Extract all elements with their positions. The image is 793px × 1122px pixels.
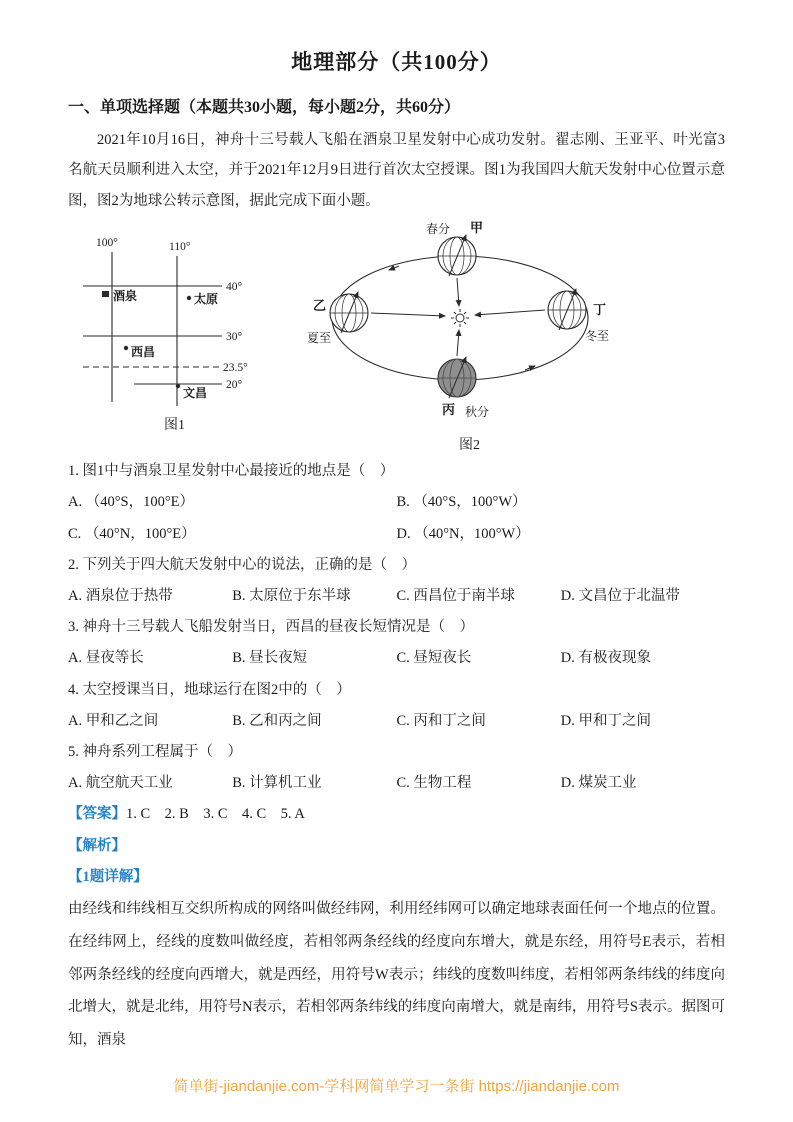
question-4-stem: 4. 太空授课当日，地球运行在图2中的（ ） bbox=[68, 681, 351, 698]
question-3-options bbox=[68, 643, 725, 674]
question-3-option-b: B. 昼长夜短 bbox=[232, 650, 308, 667]
intro-paragraph: 2021年10月16日，神舟十三号载人飞船在酒泉卫星发射中心成功发射。翟志刚、王亚平、叶光富3名航天员顺利进入太空，并于2021年12月9日进行首次太空授课。图1为我国四大航天发射中心位置示意图，图2为地球公转示意图，据此完成下面小题。 bbox=[68, 132, 725, 209]
figure1-map-svg bbox=[82, 234, 267, 412]
question-1-option-a: A. （40°S，100°E） bbox=[68, 494, 194, 511]
label-autumn-equinox: 秋分 bbox=[465, 405, 490, 420]
sun-icon bbox=[451, 309, 469, 327]
label-winter-solstice: 冬至 bbox=[585, 329, 610, 344]
question-1-option-c: C. （40°N，100°E） bbox=[68, 525, 196, 542]
city-label-jiuquan: 酒泉 bbox=[113, 289, 138, 304]
question-1-option-d: D. （40°N，100°W） bbox=[396, 525, 530, 542]
question-5 bbox=[68, 737, 725, 799]
city-dot-taiyuan bbox=[187, 296, 191, 300]
figures-row bbox=[68, 220, 725, 454]
label-point-ding: 丁 bbox=[593, 302, 607, 318]
city-label-taiyuan: 太原 bbox=[194, 292, 219, 307]
earth-globe-summer bbox=[330, 292, 368, 333]
question-2-stem: 2. 下列关于四大航天发射中心的说法，正确的是（ ） bbox=[68, 556, 416, 573]
figure1-caption: 图1 bbox=[164, 418, 185, 434]
question-4 bbox=[68, 675, 725, 737]
question-2-option-d: D. 文昌位于北温带 bbox=[560, 588, 680, 604]
figure-2-revolution bbox=[297, 220, 642, 454]
analysis-paragraph: 由经线和纬线相互交织所构成的网络叫做经纬网，利用经纬网可以确定地球表面任何一个地点的位置。在经纬网上，经线的度数叫做经度，若相邻两条经线的经度向东增大，就是东经，用符号E表示，若相邻两条经线的经度向西增大，就是西经，用符号W表示；纬线的度数叫纬度，若相邻两条纬线的纬度向北增大，就是北纬，用符号N表示，若相邻两条纬线的纬度向南增大，就是南纬，用符号S表示。据图可知，酒泉 bbox=[68, 901, 725, 1048]
city-marker-jiuquan bbox=[102, 291, 109, 297]
earth-globe-autumn bbox=[438, 357, 476, 398]
earth-globe-spring bbox=[438, 235, 476, 276]
question-2 bbox=[68, 550, 725, 612]
label-point-yi: 乙 bbox=[313, 298, 327, 314]
lat-label-40: 40° bbox=[226, 281, 243, 294]
page-title: 地理部分（共100分） bbox=[291, 50, 502, 74]
question-5-option-b: B. 计算机工业 bbox=[232, 775, 322, 792]
question-3-stem: 3. 神舟十三号载人飞船发射当日，西昌的昼夜长短情况是（ ） bbox=[68, 619, 474, 636]
label-point-jia: 甲 bbox=[470, 220, 484, 236]
figure2-revolution-svg bbox=[297, 220, 642, 432]
question-2-option-a: A. 酒泉位于热带 bbox=[68, 588, 173, 604]
question-5-options bbox=[68, 768, 725, 799]
answer-label: 【答案】 bbox=[68, 806, 126, 823]
question-4-options bbox=[68, 706, 725, 737]
question-2-options bbox=[68, 581, 725, 612]
question-5-option-a: A. 航空航天工业 bbox=[68, 775, 173, 792]
question-2-option-b: B. 太原位于东半球 bbox=[232, 588, 351, 604]
question-1-options bbox=[68, 487, 725, 549]
lat-label-30: 30° bbox=[226, 331, 243, 344]
figure-1-map bbox=[82, 234, 267, 434]
question-4-option-a: A. 甲和乙之间 bbox=[68, 712, 159, 729]
question-5-option-c: C. 生物工程 bbox=[396, 775, 472, 792]
question-4-option-d: D. 甲和丁之间 bbox=[560, 712, 651, 729]
figure2-caption: 图2 bbox=[459, 438, 480, 454]
detail-heading-line bbox=[68, 862, 725, 893]
question-1 bbox=[68, 456, 725, 550]
city-dot-xichang bbox=[124, 346, 128, 350]
lat-label-23-5: 23.5° bbox=[223, 362, 248, 375]
answer-line bbox=[68, 799, 725, 831]
section-heading: 一、单项选择题（本题共30小题，每小题2分，共60分） bbox=[68, 99, 461, 116]
earth-globe-winter bbox=[548, 289, 586, 330]
question-3-option-c: C. 昼短夜长 bbox=[396, 650, 472, 667]
question-1-stem: 1. 图1中与酒泉卫星发射中心最接近的地点是（ ） bbox=[68, 463, 395, 480]
question-3-option-d: D. 有极夜现象 bbox=[560, 650, 651, 667]
question-3-option-a: A. 昼夜等长 bbox=[68, 650, 144, 667]
footer-site-link[interactable]: 简单街-jiandanjie.com-学科网简单学习一条街 https://jiandanjie.com bbox=[173, 1078, 620, 1095]
lat-label-20: 20° bbox=[226, 379, 243, 392]
question-4-option-b: B. 乙和丙之间 bbox=[232, 712, 322, 729]
city-dot-wenchang bbox=[176, 384, 180, 388]
analysis-label: 【解析】 bbox=[68, 838, 126, 855]
question-2-option-c: C. 西昌位于南半球 bbox=[396, 588, 515, 604]
meridian-label-110: 110° bbox=[169, 241, 191, 254]
city-label-wenchang: 文昌 bbox=[183, 386, 208, 401]
question-1-option-b: B. （40°S，100°W） bbox=[396, 494, 527, 511]
answer-values: 1. C 2. B 3. C 4. C 5. A bbox=[126, 806, 305, 823]
label-spring-equinox: 春分 bbox=[426, 222, 451, 237]
question-4-option-c: C. 丙和丁之间 bbox=[396, 712, 486, 729]
detail-label: 【1题详解】 bbox=[68, 869, 148, 886]
question-5-stem: 5. 神舟系列工程属于（ ） bbox=[68, 743, 242, 760]
question-5-option-d: D. 煤炭工业 bbox=[560, 775, 637, 792]
analysis-line bbox=[68, 831, 725, 862]
map-gridlines bbox=[83, 252, 222, 406]
meridian-label-100: 100° bbox=[96, 237, 118, 250]
question-3 bbox=[68, 612, 725, 674]
city-label-xichang: 西昌 bbox=[131, 345, 156, 360]
label-summer-solstice: 夏至 bbox=[307, 331, 332, 346]
label-point-bing: 丙 bbox=[442, 402, 456, 418]
